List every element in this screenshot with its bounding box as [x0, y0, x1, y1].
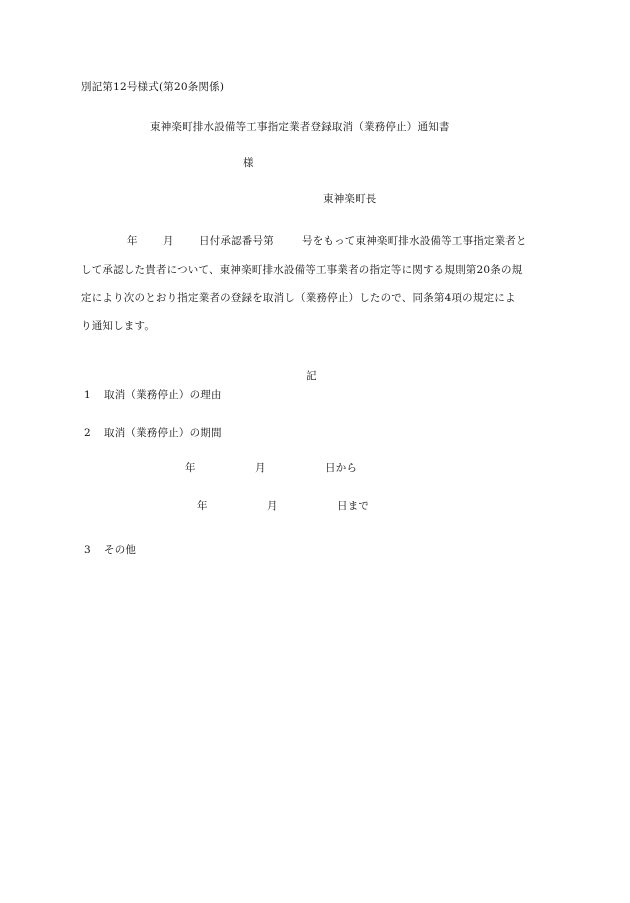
- addressee-suffix: 様: [243, 157, 254, 169]
- body-month-label: 月: [163, 235, 174, 247]
- body-line-4: り通知します。: [81, 320, 156, 332]
- period-from-line: [185, 462, 357, 475]
- body-approval-number-label: 日付承認番号第: [199, 235, 274, 247]
- item-other: [84, 544, 136, 557]
- period-to-line: [197, 500, 369, 513]
- item-number: 3: [84, 544, 91, 556]
- item-number: 2: [84, 427, 91, 439]
- body-line-1: [127, 235, 527, 248]
- period-to-day: 日まで: [337, 500, 370, 512]
- item-reason: [84, 389, 222, 402]
- period-from-day: 日から: [325, 462, 358, 474]
- body-line-3: 定により次のとおり指定業者の登録を取消し（業務停止）したので、同条第4項の規定によ: [81, 292, 516, 304]
- body-line-2: して承認した貴者について、東神楽町排水設備等工事業者の指定等に関する規則第20条の規: [81, 264, 523, 276]
- period-to-year: 年: [197, 500, 208, 512]
- period-from-year: 年: [185, 462, 196, 474]
- document-title: 東神楽町排水設備等工事指定業者登録取消（業務停止）通知書: [150, 121, 450, 133]
- ki-heading: 記: [306, 370, 317, 382]
- item-text: その他: [104, 544, 137, 556]
- form-label: 別記第12号様式(第20条関係): [81, 81, 225, 93]
- issuer-name: 東神楽町長: [323, 193, 377, 205]
- item-text: 取消（業務停止）の理由: [104, 389, 222, 401]
- item-number: 1: [84, 389, 91, 401]
- item-period: [84, 427, 222, 440]
- body-line-1-end: 号をもって東神楽町排水設備等工事指定業者と: [302, 235, 527, 247]
- period-to-month: 月: [267, 500, 278, 512]
- period-from-month: 月: [255, 462, 266, 474]
- body-year-label: 年: [127, 235, 138, 247]
- item-text: 取消（業務停止）の期間: [104, 427, 222, 439]
